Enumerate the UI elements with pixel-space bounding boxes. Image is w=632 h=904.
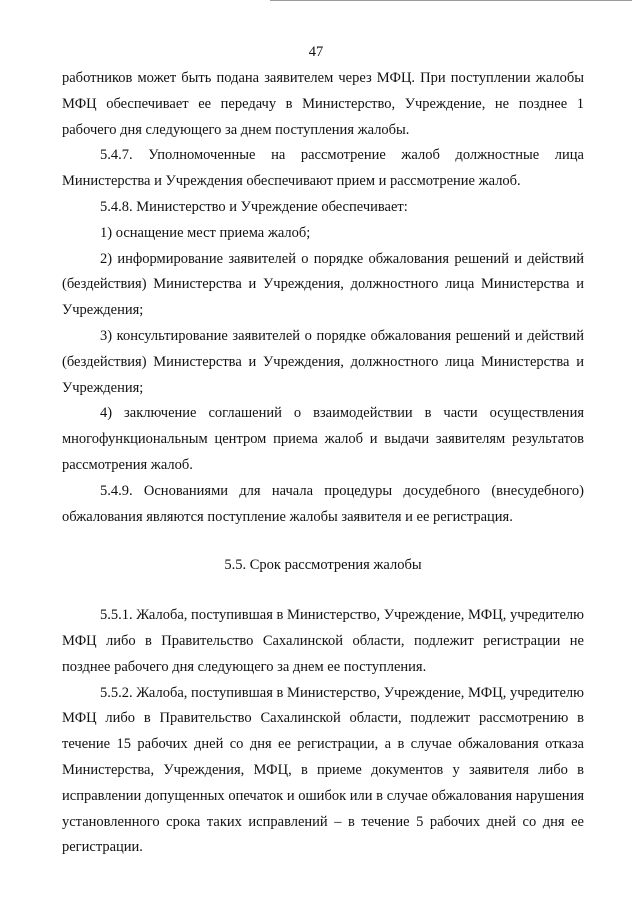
paragraph: 5.5.2. Жалоба, поступившая в Министерство, Учреждение, МФЦ, учредителю МФЦ либо в Правительство Сахалинской области, подлежит рассмотрению в течение 15 рабочих дней со дня ее регистрации, а в случае обжалования отказа Министерства, Учреждения, МФЦ, в приеме документов у заявителя либо в исправлении допущенных опечаток и ошибок или в случае обжалования нарушения установленного срока таких исправлений – в течение 5 рабочих дней со дня ее регистрации.	[62, 684, 584, 856]
document-body	[62, 66, 584, 861]
paragraph: 5.5.1. Жалоба, поступившая в Министерство, Учреждение, МФЦ, учредителю МФЦ либо в Правительство Сахалинской области, подлежит регистрации не позднее рабочего дня следующего за днем ее поступления.	[62, 607, 584, 675]
paragraph: 5.4.7. Уполномоченные на рассмотрение жалоб должностные лица Министерства и Учреждения обеспечивают прием и рассмотрение жалоб.	[62, 147, 584, 190]
paragraph: 2) информирование заявителей о порядке обжалования решений и действий (бездействия) Министерства и Учреждения, должностного лица Министерства и Учреждения;	[62, 250, 584, 319]
section-heading: 5.5. Срок рассмотрения жалобы	[224, 557, 422, 574]
paragraph: 3) консультирование заявителей о порядке обжалования решений и действий (бездействия) Министерства и Учреждения, должностного лица Министерства и Учреждения;	[62, 327, 584, 396]
paragraph: 5.4.8. Министерство и Учреждение обеспечивает:	[100, 198, 408, 215]
paragraph: 5.4.9. Основаниями для начала процедуры досудебного (внесудебного) обжалования являются поступление жалобы заявителя и ее регистрация.	[62, 482, 584, 525]
paragraph: работников может быть подана заявителем через МФЦ. При поступлении жалобы МФЦ обеспечивает ее передачу в Министерство, Учреждение, не позднее 1 рабочего дня следующего за днем поступления жалобы.	[62, 70, 584, 138]
paragraph: 4) заключение соглашений о взаимодействии в части осуществления многофункциональным центром приема жалоб и выдачи заявителям результатов рассмотрения жалоб.	[62, 405, 584, 473]
page-number: 47	[308, 44, 324, 60]
paragraph: 1) оснащение мест приема жалоб;	[100, 224, 311, 241]
top-edge-rule	[270, 0, 632, 1]
